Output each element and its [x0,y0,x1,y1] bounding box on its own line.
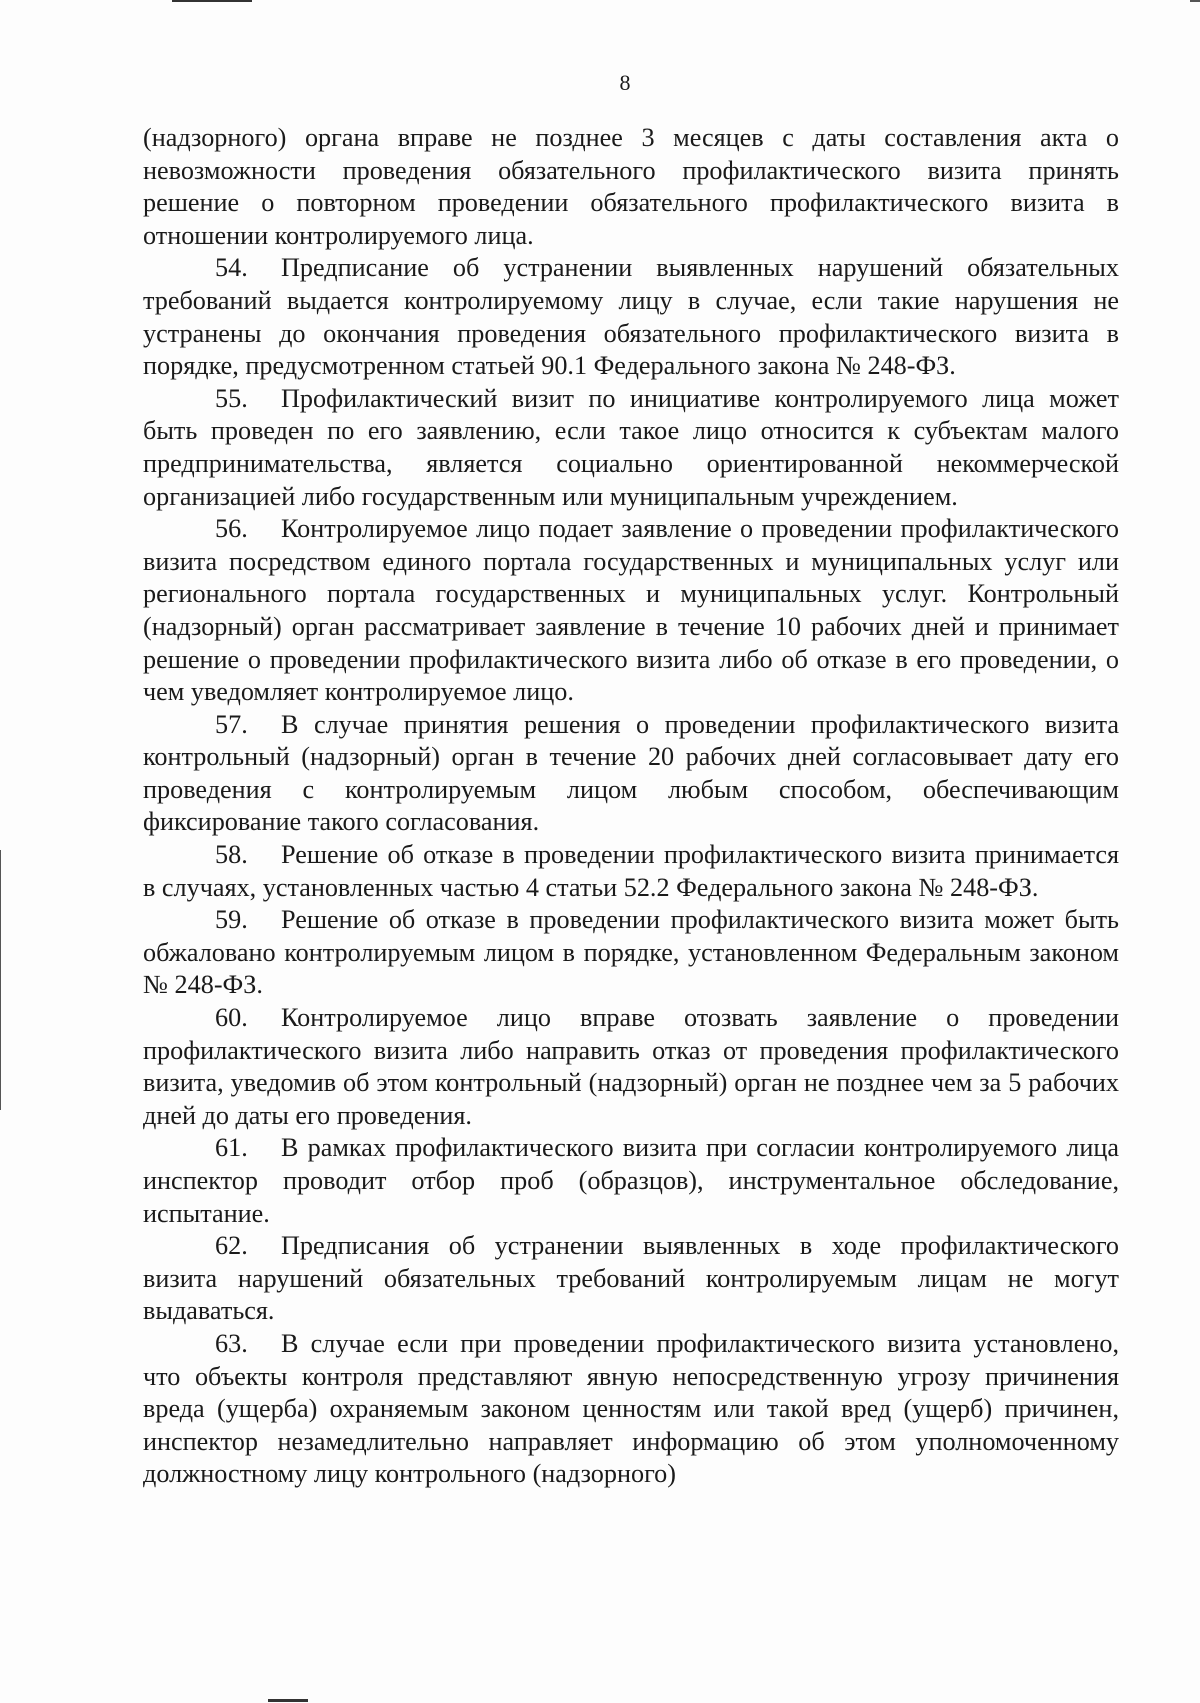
paragraph-text: Контролируемое лицо вправе отозвать заявление о проведении профилактического визита либо направить отказ от проведения профилактического визита, уведомив об этом контрольный (надзорный) орган не позднее чем за 5 рабочих дней до даты его проведения. [143,1003,1119,1130]
scan-artifact-top [172,0,252,2]
paragraph-number: 56. [215,514,248,544]
paragraph-60 [143,1002,1119,1132]
paragraph-56 [143,513,1119,709]
paragraph-text: В случае если при проведении профилактического визита установлено, что объекты контроля представляют явную непосредственную угрозу причинения вреда (ущерба) охраняемым законом ценностям или такой вред (ущерб) причинен, инспектор незамедлительно направляет информацию об этом уполномоченному должностному лицу контрольного (надзорного) [143,1328,1119,1489]
paragraph-text: Контролируемое лицо подает заявление о проведении профилактического визита посредством единого портала государственных и муниципальных услуг или регионального портала государственных и муниципальных услуг. Контрольный (надзорный) орган рассматривает заявление в течение 10 рабочих дней и принимает решение о проведении профилактического визита либо об отказе в его проведении, о чем уведомляет контролируемое лицо. [143,514,1119,707]
paragraph-number: 61. [215,1133,248,1163]
paragraph-text: Решение об отказе в проведении профилактического визита принимается в случаях, установленных частью 4 статьи 52.2 Федерального закона № 248-ФЗ. [143,840,1119,902]
paragraph-57 [143,709,1119,839]
paragraph-text: Предписания об устранении выявленных в ходе профилактического визита нарушений обязательных требований контролируемым лицам не могут выдаваться. [143,1231,1119,1326]
paragraph-58 [143,839,1119,904]
paragraph-number: 60. [215,1003,248,1033]
paragraph-text: Решение об отказе в проведении профилактического визита может быть обжаловано контролируемым лицом в порядке, установленном Федеральным законом № 248-ФЗ. [143,905,1119,1000]
paragraph-number: 54. [215,253,248,283]
scan-artifact-bottom [268,1699,308,1702]
paragraph-number: 59. [215,905,248,935]
paragraph-54 [143,252,1119,382]
lead-paragraph: (надзорного) органа вправе не позднее 3 месяцев с даты составления акта о невозможности проведения обязательного профилактического визита принять решение о повторном проведении обязательного профилактического визита в отношении контролируемого лица. [143,123,1119,250]
document-body [143,122,1119,1491]
paragraph-63 [143,1328,1119,1491]
margin-mark-right [1190,0,1200,2]
paragraph-number: 62. [215,1231,248,1261]
paragraph-text: В рамках профилактического визита при согласии контролируемого лица инспектор проводит отбор проб (образцов), инструментальное обследование, испытание. [143,1133,1119,1228]
paragraph-text: Предписание об устранении выявленных нарушений обязательных требований выдается контролируемому лицу в случае, если такие нарушения не устранены до окончания проведения обязательного профилактического визита в порядке, предусмотренном статьей 90.1 Федерального закона № 248-ФЗ. [143,253,1119,381]
paragraph-number: 55. [215,383,248,413]
paragraph-61 [143,1132,1119,1230]
paragraph-number: 58. [215,840,248,870]
paragraph-number: 57. [215,709,248,739]
paragraph-62 [143,1230,1119,1328]
paragraph-text: В случае принятия решения о проведении профилактического визита контрольный (надзорный) орган в течение 20 рабочих дней согласовывает дату его проведения с контролируемым лицом любым способом, обеспечивающим фиксирование такого согласования. [143,709,1119,837]
paragraph-59 [143,904,1119,1002]
paragraph-55 [143,383,1119,513]
paragraph-number: 63. [215,1328,248,1358]
margin-mark-left [0,850,1,1110]
paragraph-text: Профилактический визит по инициативе контролируемого лица может быть проведен по его заявлению, если такое лицо относится к субъектам малого предпринимательства, является социально ориентированной некоммерческой организацией либо государственным или муниципальным учреждением. [143,383,1119,511]
page-number: 8 [619,70,631,95]
